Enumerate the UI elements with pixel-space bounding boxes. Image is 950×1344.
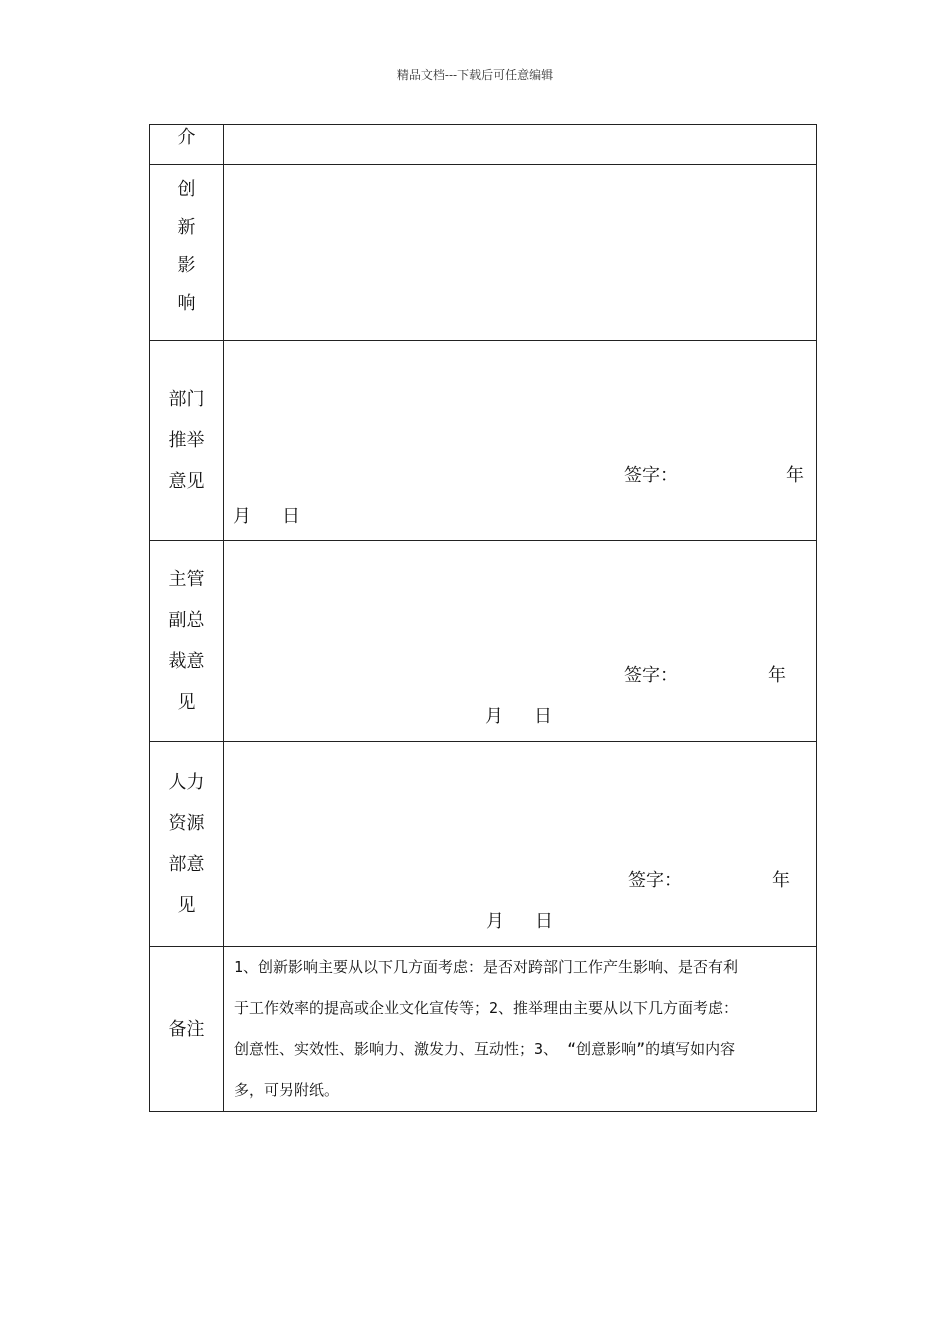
row-notes [150,947,817,1112]
hr-day-label: 日 [535,911,553,932]
label-notes-text: 备注 [168,1018,205,1040]
notes-line: 创意性、实效性、影响力、激发力、互动性；3、 “创意影响”的填写如内容 [234,1040,736,1058]
row-intro [150,125,817,165]
label-innovation-line: 影 [177,255,196,276]
label-vp-line: 裁意 [168,651,205,672]
label-vp-line: 见 [177,692,196,713]
page-header: 精品文档---下载后可任意编辑 [396,68,554,82]
field-intro[interactable] [224,125,817,165]
dept-month-label: 月 [233,506,251,527]
hr-sign-label: 签字： [628,870,682,891]
hr-year-label: 年 [772,870,790,891]
label-hr-line: 部意 [168,854,205,875]
field-innovation[interactable] [224,165,817,341]
label-innovation [150,165,224,341]
dept-year-label: 年 [786,465,804,486]
label-vp-line: 副总 [168,610,205,631]
label-vp-line: 主管 [168,569,205,590]
label-intro-text: 介 [177,127,196,148]
label-dept-opinion [150,341,224,541]
nomination-form-table [149,124,817,1112]
label-dept-line: 推举 [168,430,205,451]
vp-sign-label: 签字： [624,665,678,686]
dept-day-label: 日 [282,506,300,527]
label-dept-line: 部门 [168,389,205,410]
field-notes [224,947,817,1112]
label-vp-opinion [150,541,224,742]
label-hr-opinion [150,742,224,947]
label-hr-line: 人力 [168,772,205,793]
label-dept-line: 意见 [168,471,205,492]
vp-year-label: 年 [768,665,786,686]
label-hr-line: 见 [177,895,196,916]
row-dept-opinion [150,341,817,541]
notes-line: 于工作效率的提高或企业文化宣传等；2、推举理由主要从以下几方面考虑： [234,999,739,1017]
hr-month-label: 月 [486,911,504,932]
notes-line: 多，可另附纸。 [234,1081,340,1099]
row-hr-opinion [150,742,817,947]
vp-month-label: 月 [485,706,503,727]
row-innovation [150,165,817,341]
dept-sign-label: 签字： [624,465,678,486]
field-hr-opinion[interactable] [224,742,817,947]
label-intro [150,125,224,165]
label-innovation-line: 响 [177,293,196,314]
field-vp-opinion[interactable] [224,541,817,742]
label-innovation-line: 创 [177,179,196,200]
row-vp-opinion [150,541,817,742]
label-innovation-line: 新 [177,217,196,238]
vp-day-label: 日 [534,706,552,727]
label-notes [150,947,224,1112]
notes-line: 1、创新影响主要从以下几方面考虑：是否对跨部门工作产生影响、是否有利 [234,958,739,976]
field-dept-opinion[interactable] [224,341,817,541]
notes-text [224,947,816,1111]
label-hr-line: 资源 [168,813,205,834]
